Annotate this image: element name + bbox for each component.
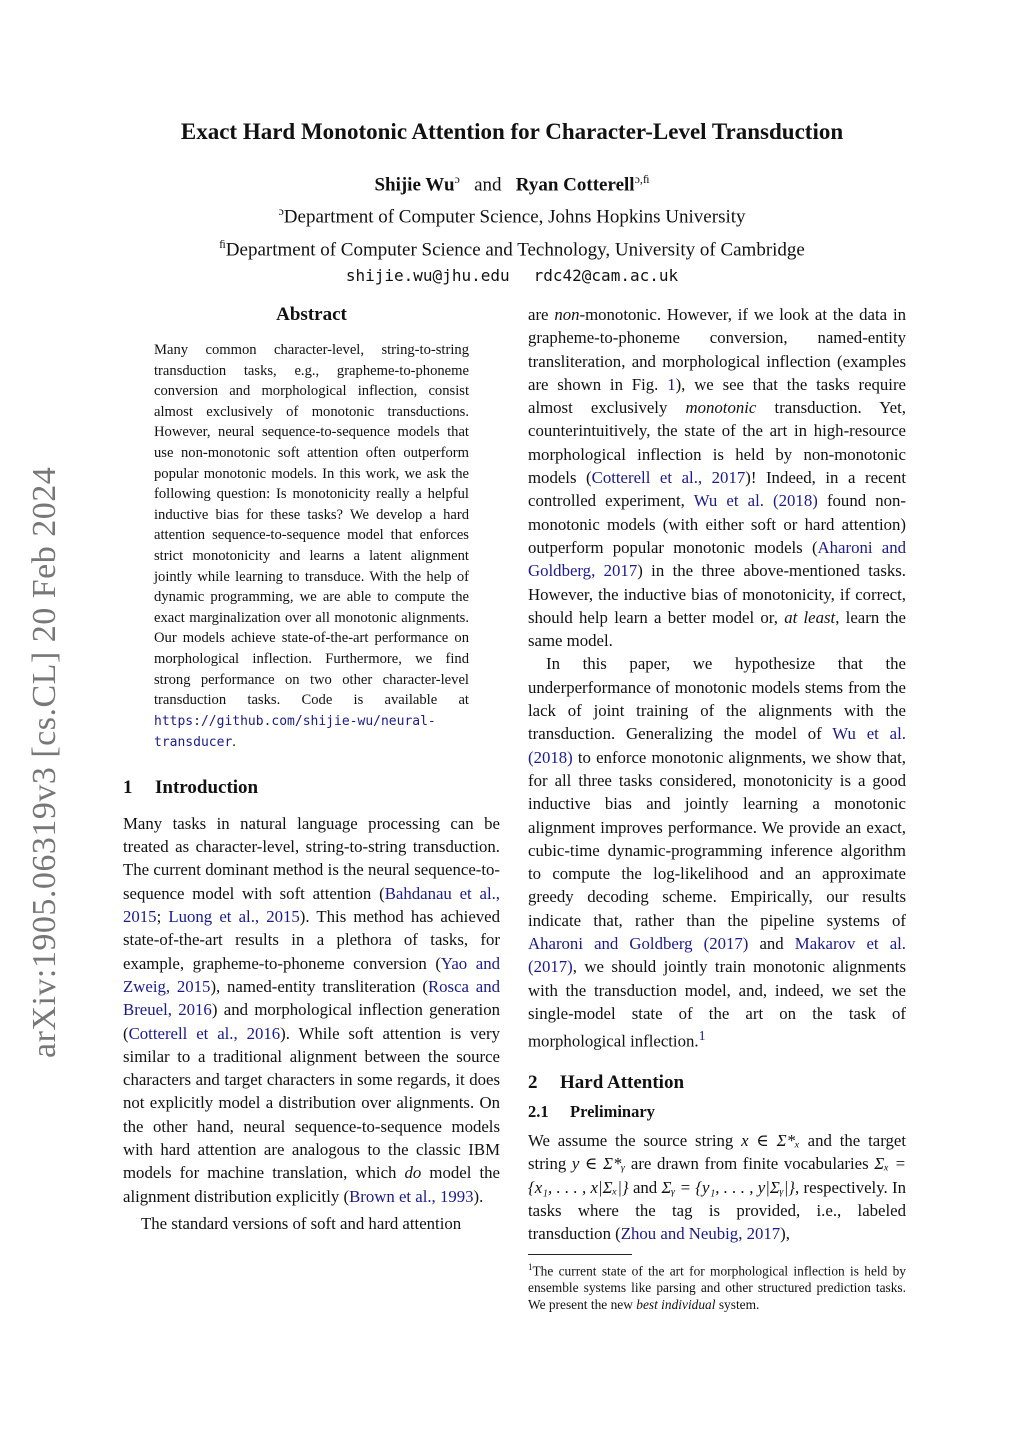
math-expression: x ∈ Σ*ₓ — [741, 1131, 800, 1151]
text: , respectively. In tasks where the tag is provided, i.e., labeled transduction ( — [528, 1177, 906, 1244]
preliminary-paragraph — [528, 1129, 906, 1245]
intro-paragraph-2-cont — [528, 303, 906, 652]
text: )! Indeed, in a recent controlled experiment, — [528, 468, 907, 511]
arxiv-identifier: arXiv:1905.06319v3 [cs.CL] 20 Feb 2024 — [26, 466, 63, 1058]
intro-paragraph-3 — [528, 652, 906, 1053]
text: transduction. Yet, counterintuitively, the state of the art in high-resource morphological inflection is held by non-monotonic models ( — [528, 398, 906, 488]
footnote-divider — [528, 1254, 632, 1255]
code-url-link[interactable]: https://github.com/shijie-wu/neural-transducer — [154, 713, 436, 751]
citation-link[interactable]: Wu et al. (2018) — [528, 724, 906, 767]
citation-link[interactable]: Yao and Zweig, 2015 — [123, 953, 500, 996]
affiliation — [0, 198, 1024, 230]
affiliation — [0, 231, 1024, 263]
author-affil-mark: ɔ,ﬁ — [634, 172, 650, 186]
text: In this paper, we hypothesize that the underperformance of monotonic models stems from the lack of joint training of the alignments with the transduction. Generalizing the model of — [528, 654, 906, 744]
citation-link[interactable]: Bahdanau et al., 2015 — [123, 883, 500, 927]
text: , we should jointly train monotonic alignments with the transduction model, and, indeed, we set the single-model state of the art on the task of morphological inflection. — [528, 957, 906, 1051]
citation-link[interactable]: Zhou and Neubig, 2017 — [620, 1224, 781, 1244]
citation-link[interactable]: Luong et al., 2015 — [168, 907, 300, 927]
author-line — [0, 166, 1024, 198]
text: ; — [156, 907, 169, 927]
text: model the alignment distribution explicitly ( — [123, 1163, 500, 1206]
intro-paragraph-1 — [123, 812, 500, 1208]
paper-header — [0, 114, 1024, 289]
citation-link[interactable]: Brown et al., 1993 — [349, 1186, 474, 1206]
author-name: Shijie Wu — [374, 174, 455, 196]
text: ), named-entity transliteration ( — [210, 976, 428, 996]
subsection-number: 2.1 — [528, 1102, 549, 1122]
affiliation-text: Department of Computer Science, Johns Hopkins University — [283, 206, 746, 228]
text: and — [748, 934, 795, 954]
text: ). While soft attention is very similar to a traditional alignment between the source characters and target characters in some regards, it does not explicitly model a distribution over alignments. On the other hand, neural sequence-to-sequence models with hard attention are analogous to the classic IBM models for machine translation, which — [123, 1023, 500, 1183]
text: We assume the source string — [528, 1131, 742, 1151]
text: ), — [780, 1224, 790, 1244]
affiliation-text: Department of Computer Science and Technology, University of Cambridge — [225, 238, 805, 260]
math-expression: Σₓ = {x₁, . . . , x|Σₓ|} — [528, 1154, 906, 1197]
text: The current state of the art for morphological inflection is held by ensemble systems like parsing and other structured prediction tasks. We present the new — [528, 1263, 906, 1313]
abstract-text: Many common character-level, string-to-string transduction tasks, e.g., grapheme-to-phoneme conversion and morphological inflection, consist almost exclusively of monotonic transductions. However, neural sequence-to-sequence models that use non-monotonic soft attention often outperform popular monotonic models. In this work, we ask the following question: Is monotonicity really a helpful inductive bias for these tasks? We develop a hard attention sequence-to-sequence model that enforces strict monotonicity and learns a latent alignment jointly while learning to transduce. With the help of dynamic programming, we are able to compute the exact marginalization over all monotonic alignments. Our models achieve state-of-the-art performance on morphological inflection. Furthermore, we find strong performance on two other character-level transduction tasks. Code is available at — [154, 342, 469, 709]
section-title: Introduction — [155, 776, 259, 798]
citation-link[interactable]: Rosca and Breuel, 2016 — [123, 976, 500, 1020]
paper-title: Exact Hard Monotonic Attention for Character-Level Transduction — [180, 119, 844, 144]
text: ) in the three above-mentioned tasks. However, the inductive bias of monotonicity, if correct, should help learn a better model or, — [528, 561, 906, 627]
section-number: 2 — [528, 1072, 538, 1094]
affiliation-mark: ﬁ — [219, 236, 226, 251]
emphasis: non — [554, 305, 580, 324]
subsection-heading — [528, 1099, 906, 1125]
text: ), we see that the tasks require almost exclusively — [528, 374, 906, 418]
citation-link[interactable]: Aharoni and Goldberg, 2017 — [528, 537, 906, 581]
section-heading — [123, 774, 500, 802]
abstract-heading: Abstract — [276, 304, 347, 325]
footnote — [528, 1259, 906, 1313]
text: system. — [715, 1297, 760, 1313]
citation-link[interactable]: Aharoni and Goldberg (2017) — [528, 934, 749, 954]
right-column — [528, 303, 906, 1313]
footnote-mark: 1 — [528, 1261, 533, 1272]
email-link[interactable]: shijie.wu@jhu.edu — [345, 265, 510, 285]
text: and — [628, 1177, 662, 1197]
email-link[interactable]: rdc42@cam.ac.uk — [533, 265, 679, 285]
math-expression: Σᵧ = {y₁, . . . , y|Σᵧ|} — [661, 1177, 796, 1197]
text: found non-monotonic models (with either soft or hard attention) outperform popular monotonic models ( — [528, 491, 906, 557]
author-emails — [0, 263, 1024, 289]
text: ). This method has achieved state-of-the-art results in a plethora of tasks, for example, grapheme-to-phoneme conversion ( — [123, 907, 501, 973]
emphasis: do — [404, 1163, 422, 1183]
section-title: Hard Attention — [560, 1072, 685, 1094]
section-number: 1 — [123, 776, 133, 798]
subsection-title: Preliminary — [570, 1102, 655, 1122]
author-affil-mark: ɔ — [454, 172, 460, 186]
citation-link[interactable]: Cotterell et al., 2016 — [128, 1023, 281, 1043]
author-conjunction: and — [474, 174, 502, 196]
citation-link[interactable]: Makarov et al. (2017) — [528, 934, 906, 977]
figure-ref-link[interactable]: 1 — [667, 374, 676, 394]
affiliation-mark: ɔ — [278, 204, 284, 219]
text: Many tasks in natural language processing can be treated as character-level, string-to-string transduction. The current dominant method is the neural sequence-to-sequence model with soft attention ( — [123, 813, 500, 903]
text: to enforce monotonic alignments, we show that, for all three tasks considered, monotonicity is a good inductive bias and jointly learning a monotonic alignment improves performance. We provide an exact, cubic-time dynamic-programming inference algorithm to compute the log-likelihood and an approximate greedy decoding scheme. Empirically, our results indicate that, rather than the pipeline systems of — [528, 747, 906, 930]
footnote-ref-link[interactable]: 1 — [698, 1029, 706, 1045]
emphasis: best individual — [636, 1297, 716, 1313]
abstract-body — [154, 340, 469, 754]
math-expression: y ∈ Σ*ᵧ — [571, 1154, 626, 1174]
left-column — [123, 300, 500, 1235]
intro-paragraph-2-start: The standard versions of soft and hard attention — [141, 1213, 462, 1233]
citation-link[interactable]: Cotterell et al., 2017 — [591, 468, 746, 488]
emphasis: at least — [784, 607, 836, 627]
section-heading — [528, 1069, 906, 1097]
text: are — [528, 305, 555, 324]
text: are drawn from finite vocabularies — [625, 1154, 875, 1174]
abstract-end: . — [232, 734, 236, 751]
emphasis: monotonic — [685, 398, 757, 418]
citation-link[interactable]: Wu et al. (2018) — [693, 491, 818, 511]
text: and the target string — [528, 1131, 906, 1174]
author-name: Ryan Cotterell — [515, 174, 635, 196]
text: ) and morphological inflection generation ( — [123, 1000, 500, 1043]
text: ). — [473, 1186, 484, 1206]
text: , learn the same model. — [528, 607, 906, 651]
text: -monotonic. However, if we look at the data in grapheme-to-phoneme conversion, named-entity transliteration, and morphological inflection (examples are shown in Fig. — [528, 305, 907, 394]
